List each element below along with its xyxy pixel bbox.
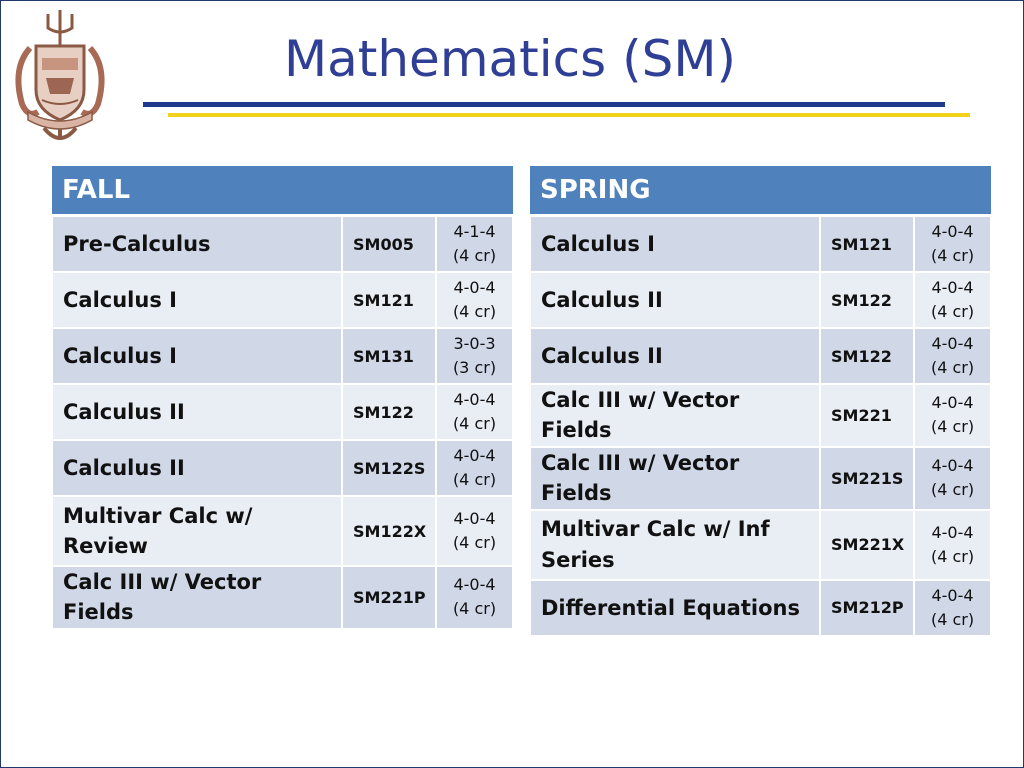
fall-course-table: [51, 166, 514, 630]
course-hours: 4-0-4 (4 cr): [914, 272, 991, 328]
course-code: SM122: [820, 328, 914, 384]
course-name: Calc III w/ Vector Fields: [530, 447, 820, 510]
course-hours: 4-1-4 (4 cr): [436, 216, 513, 273]
table-row: [530, 447, 991, 510]
course-hours: 4-0-4 (4 cr): [436, 566, 513, 629]
course-hours: 4-0-4 (4 cr): [914, 510, 991, 580]
course-hours: 4-0-4 (4 cr): [914, 216, 991, 273]
course-hours: 4-0-4 (4 cr): [436, 440, 513, 496]
course-code: SM221: [820, 384, 914, 447]
course-name: Multivar Calc w/ Inf Series: [530, 510, 820, 580]
table-row: [52, 328, 513, 384]
page-title: Mathematics (SM): [283, 30, 736, 88]
course-code: SM121: [342, 272, 436, 328]
course-hours: 4-0-4 (4 cr): [436, 384, 513, 440]
course-name: Calculus I: [530, 216, 820, 273]
table-row: [52, 440, 513, 496]
table-row: [530, 216, 991, 273]
course-hours: 4-0-4 (4 cr): [914, 580, 991, 636]
table-row: [530, 384, 991, 447]
fall-header: FALL: [52, 166, 513, 216]
table-row: [52, 566, 513, 629]
table-row: [52, 272, 513, 328]
course-code: SM005: [342, 216, 436, 273]
course-name: Calculus I: [52, 272, 342, 328]
course-code: SM122: [342, 384, 436, 440]
course-hours: 4-0-4 (4 cr): [914, 384, 991, 447]
course-name: Calculus I: [52, 328, 342, 384]
course-code: SM221X: [820, 510, 914, 580]
table-row: [530, 328, 991, 384]
course-hours: 3-0-3 (3 cr): [436, 328, 513, 384]
table-row: [52, 216, 513, 273]
course-name: Multivar Calc w/ Review: [52, 496, 342, 566]
course-code: SM122S: [342, 440, 436, 496]
course-hours: 4-0-4 (4 cr): [436, 496, 513, 566]
course-code: SM221S: [820, 447, 914, 510]
course-name: Calculus II: [530, 328, 820, 384]
course-code: SM131: [342, 328, 436, 384]
course-hours: 4-0-4 (4 cr): [436, 272, 513, 328]
course-name: Calculus II: [530, 272, 820, 328]
course-hours: 4-0-4 (4 cr): [914, 447, 991, 510]
course-name: Differential Equations: [530, 580, 820, 636]
table-row: [52, 384, 513, 440]
course-name: Calculus II: [52, 440, 342, 496]
course-code: SM212P: [820, 580, 914, 636]
course-code: SM121: [820, 216, 914, 273]
title-rule-blue: [143, 102, 945, 107]
course-hours: 4-0-4 (4 cr): [914, 328, 991, 384]
course-name: Pre-Calculus: [52, 216, 342, 273]
course-code: SM122X: [342, 496, 436, 566]
naval-academy-seal-icon: [8, 8, 112, 146]
course-code: SM122: [820, 272, 914, 328]
table-row: [530, 510, 991, 580]
spring-header: SPRING: [530, 166, 991, 216]
table-row: [530, 580, 991, 636]
title-rule-gold: [168, 113, 970, 117]
table-row: [530, 272, 991, 328]
table-row: [52, 496, 513, 566]
course-name: Calc III w/ Vector Fields: [52, 566, 342, 629]
course-name: Calculus II: [52, 384, 342, 440]
course-code: SM221P: [342, 566, 436, 629]
spring-course-table: [529, 166, 992, 637]
course-name: Calc III w/ Vector Fields: [530, 384, 820, 447]
